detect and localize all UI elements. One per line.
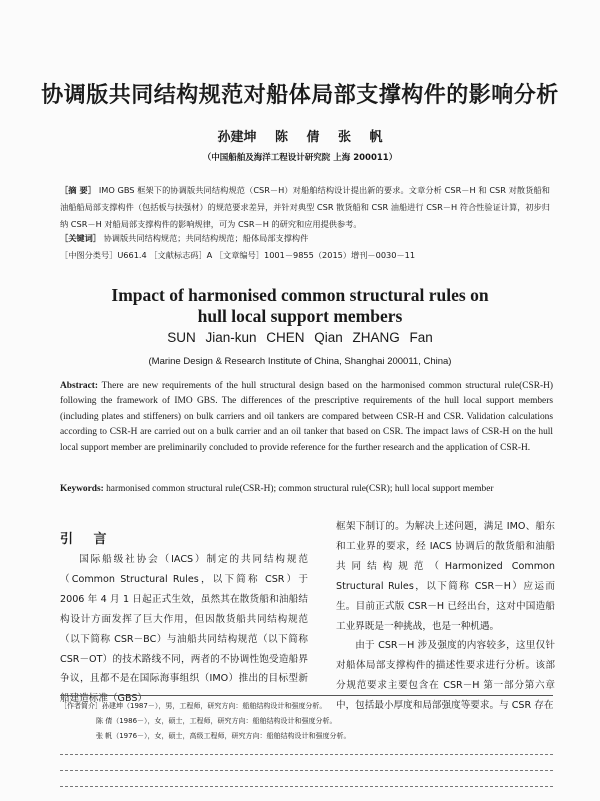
- footnote-divider: [60, 695, 553, 696]
- english-affiliation: (Marine Design & Research Institute of China, Shanghai 200011, China): [148, 356, 452, 367]
- english-keywords-label: Keywords:: [60, 484, 104, 494]
- english-abstract: [60, 379, 553, 456]
- intro-paragraph-1-continued: 框架下制订的。为解决上述问题，满足 IMO、船东和工业界的要求，经 IACS 协调后的散货船和油船共同结构规范（Harmonized Common Structural Rules，以下简称 CSR－H）应运而生。目前正式版 CSR－H 已经出台，这对中国造船工业界既是一种挑战，也是一种机遇。: [336, 521, 555, 632]
- body-column-left: [60, 550, 308, 709]
- chinese-abstract: [60, 182, 550, 233]
- english-abstract-text: There are new requirements of the hull structural design based on the harmonised common structural rule(CSR-H) following the framework of IMO GBS. The differences of the prescriptive requirements of the hull local support members (including plates and stiffeners) on bulk carriers and oil tankers are compared between CSR-H and CSR. Validation calculations according to CSR-H are carried out on a bulk carrier and an oil tanker that based on CSR. The impact laws of CSR-H on the hull local support member are preliminarily concluded to provide reference for the further research and the application of CSR-H.: [60, 381, 553, 453]
- body-column-right: [336, 517, 555, 716]
- footnote-author-1: ［作者简介］孙建坤（1987－），男，工程师，研究方向：船舶结构设计和强度分析。: [60, 702, 327, 710]
- bottom-dashed-line-2: [60, 770, 553, 771]
- chinese-abstract-text: IMO GBS 框架下的协调版共同结构规范（CSR－H）对船舶结构设计提出新的要求。文章分析 CSR－H 和 CSR 对散货船和油船船局部支撑构件（包括板与扶强材）的规范要求差异，并针对典型 CSR 散货船和 CSR 油船进行 CSR－H 符合性验证计算，初步归纳 CSR－H 对船局部支撑构件的影响规律，可为 CSR－H 的研究和应用提供参考。: [60, 185, 550, 229]
- chinese-keywords-text: 协调版共同结构规范；共同结构规范；船体局部支撑构件: [103, 233, 309, 243]
- chinese-authors: 孙建坤 陈 倩 张 帆: [217, 130, 383, 145]
- classification-line: ［中图分类号］U661.4 ［文献标志码］A ［文章编号］1001－9855（2015）增刊－0030－11: [60, 250, 416, 260]
- bottom-dashed-line-3: [60, 786, 553, 787]
- english-keywords: [60, 484, 553, 494]
- bottom-dashed-line-1: [60, 754, 553, 755]
- english-authors: SUN Jian-kun CHEN Qian ZHANG Fan: [167, 330, 433, 345]
- section-heading-introduction: 引 言: [60, 532, 107, 547]
- chinese-keywords-label: ［关键词］: [60, 233, 101, 243]
- intro-paragraph-1: 国际船级社协会（IACS）制定的共同结构规范（Common Structural Rules，以下简称 CSR）于 2006 年 4 月 1 日起正式生效，虽然其在散货船和油船结构设计方面发挥了巨大作用，但因散货船共同结构规范（以下简称 CSR－BC）与油船共同结构规范（以下简称 CSR－OT）的技术路线不同，两者的不协调性饱受造船界争议，且都不是在国际海事组织（IMO）推出的目标型新船建造标准（GBS）: [60, 554, 308, 705]
- chinese-title: 协调版共同结构规范对船体局部支撑构件的影响分析: [41, 83, 559, 108]
- english-title-line1: Impact of harmonised common structural rules on: [111, 285, 489, 305]
- chinese-abstract-label: ［摘 要］: [60, 185, 97, 195]
- chinese-affiliation: （中国船舶及海洋工程设计研究院 上海 200011）: [202, 153, 398, 163]
- english-abstract-label: Abstract:: [60, 381, 99, 391]
- english-keywords-text: harmonised common structural rule(CSR-H); common structural rule(CSR); hull local support member: [106, 484, 494, 494]
- english-title-line2: hull local support members: [197, 306, 403, 326]
- footnote-author-3: 张 帆（1976－），女，硕士，高级工程师，研究方向：船舶结构设计和强度分析。: [96, 732, 351, 740]
- chinese-keywords: [60, 233, 550, 244]
- intro-paragraph-2: 由于 CSR－H 涉及强度的内容较多，这里仅针对船体局部支撑构件的描述性要求进行分析。该部分规范要求主要包含在 CSR－H 第一部分第六章中，包括最小厚度和局部强度等要求。与 CSR 存在: [336, 640, 555, 712]
- footnote-author-2: 陈 倩（1986－），女，硕士，工程师，研究方向：船舶结构设计和强度分析。: [96, 717, 337, 725]
